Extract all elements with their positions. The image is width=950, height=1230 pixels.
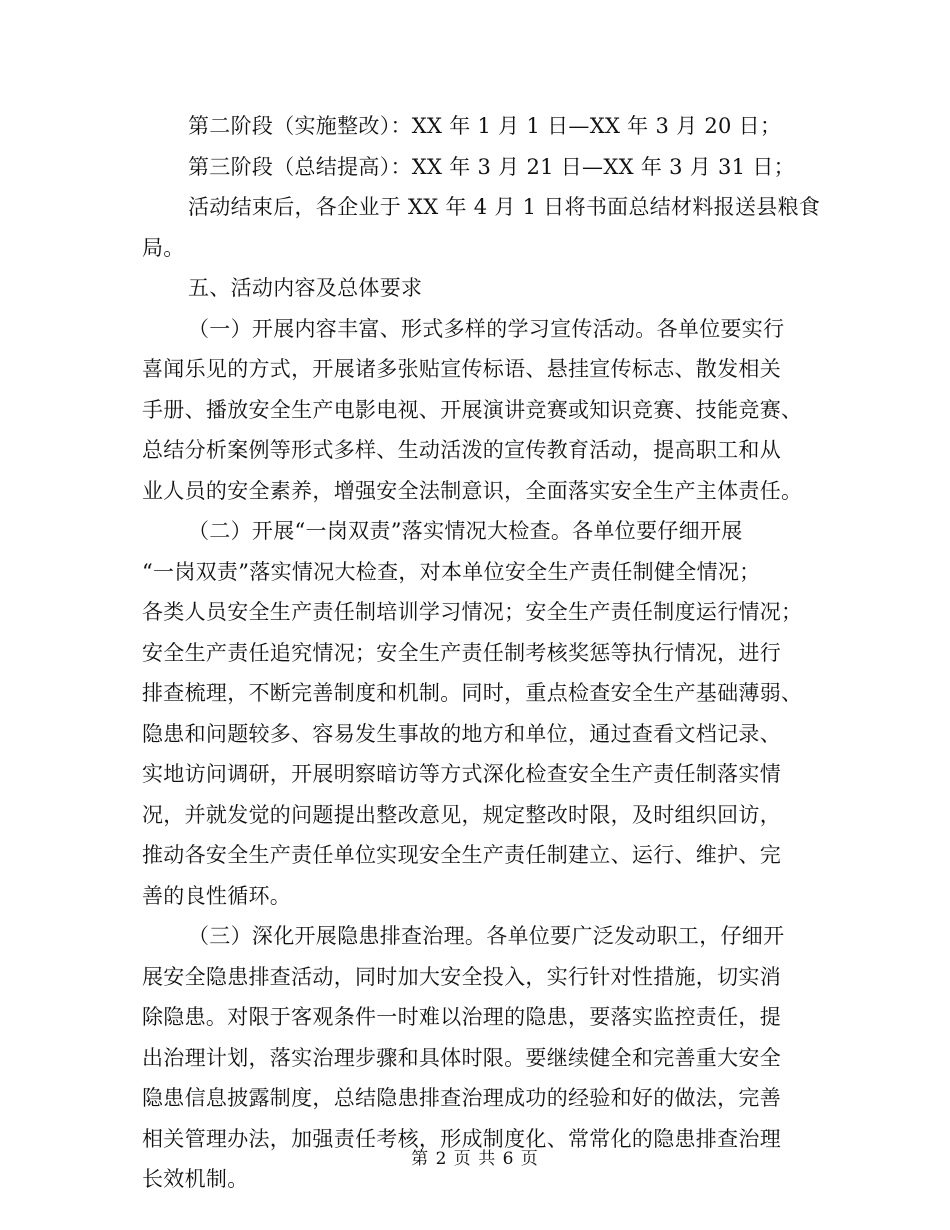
text-line: （二）开展“一岗双责”落实情况大检查。各单位要仔细开展 — [188, 519, 743, 543]
text-line: 除隐患。对限于客观条件一时难以治理的隐患，要落实监控责任，提 — [142, 1005, 781, 1029]
text-line: 展安全隐患排查活动，同时加大安全投入，实行针对性措施，切实消 — [142, 964, 781, 989]
text-line: 实地访问调研，开展明察暗访等方式深化检查安全生产责任制落实情 — [142, 762, 781, 786]
text-line: 隐患和问题较多、容易发生事故的地方和单位，通过查看文档记录、 — [142, 721, 781, 746]
text-line: （三）深化开展隐患排查治理。各单位要广泛发动职工，仔细开 — [188, 924, 785, 948]
text-line: 第二阶段（实施整改）：XX 年 1 月 1 日—XX 年 3 月 20 日； — [188, 114, 782, 138]
text-line: “一岗双责”落实情况大检查，对本单位安全生产责任制健全情况； — [142, 559, 761, 584]
text-line: 业人员的安全素养，增强安全法制意识，全面落实安全生产主体责任。 — [142, 478, 803, 503]
document-body — [142, 106, 821, 1200]
text-line: 隐患信息披露制度，总结隐患排查治理成功的经验和好的做法，完善 — [142, 1086, 781, 1110]
text-line: 总结分析案例等形式多样、生动活泼的宣传教育活动，提高职工和从 — [142, 438, 781, 462]
text-line: 喜闻乐见的方式，开展诸多张贴宣传标语、悬挂宣传标志、散发相关 — [142, 357, 781, 381]
text-line: 善的良性循环。 — [142, 883, 292, 908]
text-line: 况，并就发觉的问题提出整改意见，规定整改时限，及时组织回访， — [142, 802, 781, 827]
text-line: 长效机制。 — [142, 1167, 249, 1191]
text-line: 手册、播放安全生产电影电视、开展演讲竞赛或知识竞赛、技能竞赛、 — [142, 397, 803, 422]
text-line: 推动各安全生产责任单位实现安全生产责任制建立、运行、维护、完 — [142, 843, 781, 867]
text-line: 第三阶段（总结提高）：XX 年 3 月 21 日—XX 年 3 月 31 日； — [188, 154, 795, 179]
text-line: 活动结束后，各企业于 XX 年 4 月 1 日将书面总结材料报送县粮食 — [188, 195, 821, 219]
text-line: （一）开展内容丰富、形式多样的学习宣传活动。各单位要实行 — [188, 316, 785, 341]
text-line: 相关管理办法，加强责任考核，形成制度化、常常化的隐患排查治理 — [142, 1126, 781, 1151]
text-line: 出治理计划，落实治理步骤和具体时限。要继续健全和完善重大安全 — [142, 1045, 781, 1070]
text-line: 安全生产责任追究情况；安全生产责任制考核奖惩等执行情况，进行 — [142, 640, 781, 665]
text-line: 局。 — [142, 235, 185, 260]
section-heading: 五、活动内容及总体要求 — [188, 276, 423, 300]
page-number: 第 2 页 共 6 页 — [411, 1149, 539, 1169]
text-line: 各类人员安全生产责任制培训学习情况；安全生产责任制度运行情况； — [142, 600, 803, 624]
text-line: 排查梳理，不断完善制度和机制。同时，重点检查安全生产基础薄弱、 — [142, 681, 803, 705]
